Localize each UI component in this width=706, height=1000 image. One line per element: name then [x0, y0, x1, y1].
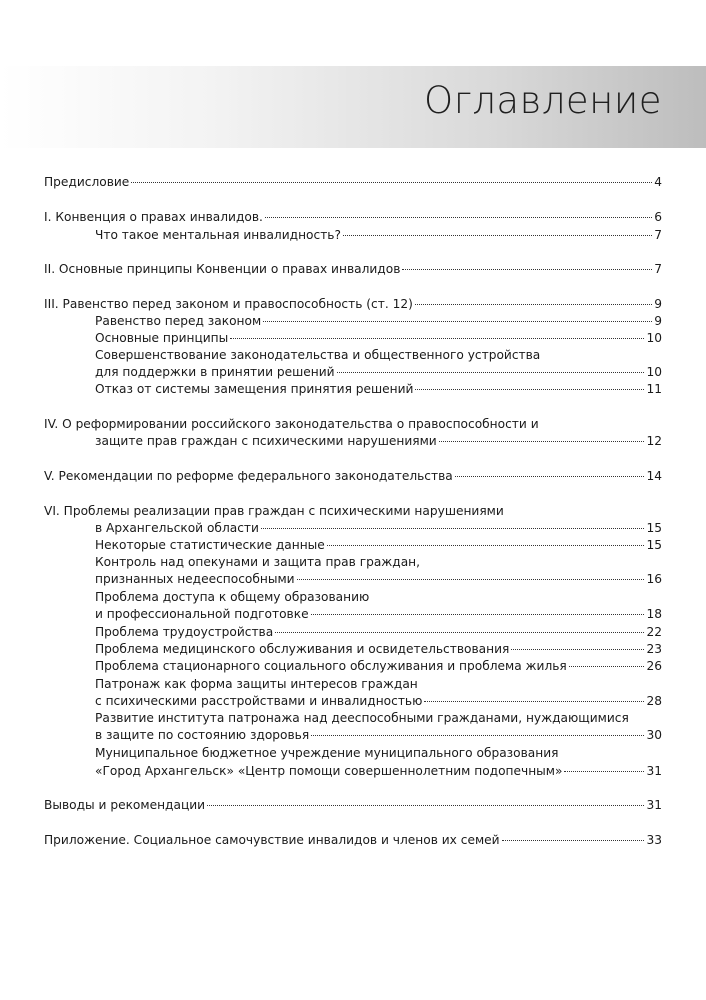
toc-entry-section-1[interactable] [44, 209, 662, 225]
dot-leader [343, 235, 652, 236]
toc-subentry[interactable] [95, 571, 662, 587]
toc-entry-page: 14 [646, 469, 662, 483]
toc-entry-title: V. Рекомендации по реформе федерального законодательства [44, 469, 453, 483]
toc-entry-page: 7 [654, 262, 662, 276]
toc-entry-page: 9 [654, 297, 662, 311]
dot-leader [415, 389, 644, 390]
toc-entry-page: 18 [646, 607, 662, 621]
dot-leader [261, 528, 645, 529]
toc-entry-title: в Архангельской области [95, 521, 259, 535]
toc-entry-title: Патронаж как форма защиты интересов граждан [95, 677, 418, 691]
toc-entry-section-3[interactable] [44, 296, 662, 312]
toc-entry-title: Проблема стационарного социального обслуживания и проблема жилья [95, 659, 567, 673]
toc-entry-section-5[interactable] [44, 468, 662, 484]
dot-leader [569, 666, 645, 667]
toc-subentry[interactable] [95, 381, 662, 397]
toc-entry-section-6-line1[interactable] [44, 503, 662, 519]
dot-leader [439, 441, 645, 442]
toc-subentry[interactable] [95, 693, 662, 709]
toc-entry-title: IV. О реформировании российского законодательства о правоспособности и [44, 417, 539, 431]
dot-leader [502, 840, 645, 841]
dot-leader [207, 805, 644, 806]
toc-entry-title: Что такое ментальная инвалидность? [95, 228, 341, 242]
toc-subentry-line1[interactable] [95, 554, 662, 570]
dot-leader [564, 771, 644, 772]
toc-entry-title: с психическими расстройствами и инвалидностью [95, 694, 423, 708]
toc-subentry-line1[interactable] [95, 745, 662, 761]
dot-leader [263, 321, 652, 322]
dot-leader [402, 269, 652, 270]
toc-entry-section-4[interactable] [95, 433, 662, 449]
dot-leader [131, 182, 652, 183]
toc-entry-title: Проблема трудоустройства [95, 625, 274, 639]
toc-entry-title: Выводы и рекомендации [44, 798, 206, 812]
toc-entry-title: Муниципальное бюджетное учреждение муниципального образования [95, 746, 559, 760]
toc-entry-title: Приложение. Социальное самочувствие инвалидов и членов их семей [44, 833, 500, 847]
dot-leader [311, 735, 644, 736]
dot-leader [265, 217, 652, 218]
toc-entry-page: 33 [646, 833, 662, 847]
toc-subentry-line1[interactable] [95, 347, 662, 363]
toc-entry-preface[interactable] [44, 174, 662, 190]
dot-leader [415, 304, 652, 305]
toc-entry-page: 7 [654, 228, 662, 242]
toc-subentry-line1[interactable] [95, 710, 662, 726]
toc-subentry-line1[interactable] [95, 676, 662, 692]
toc-entry-page: 26 [646, 659, 662, 673]
dot-leader [230, 338, 644, 339]
toc-entry-title: «Город Архангельск» «Центр помощи совершеннолетним подопечным» [95, 764, 563, 778]
toc-entry-page: 6 [654, 210, 662, 224]
page-title: Оглавление [423, 79, 662, 122]
toc-entry-page: 15 [646, 521, 662, 535]
toc-entry-title: Равенство перед законом [95, 314, 262, 328]
toc-entry-section-2[interactable] [44, 261, 662, 277]
toc-entry-conclusions[interactable] [44, 797, 662, 813]
toc-entry-page: 12 [646, 434, 662, 448]
dot-leader [297, 579, 645, 580]
toc-entry-title: в защите по состоянию здоровья [95, 728, 310, 742]
dot-leader [311, 614, 645, 615]
toc-subentry[interactable] [95, 641, 662, 657]
toc-entry-page: 28 [646, 694, 662, 708]
dot-leader [275, 632, 644, 633]
toc-subentry[interactable] [95, 727, 662, 743]
toc-entry-page: 9 [654, 314, 662, 328]
toc-entry-section-6[interactable] [95, 520, 662, 536]
toc-subentry[interactable] [95, 313, 662, 329]
toc-entry-title: VI. Проблемы реализации прав граждан с психическими нарушениями [44, 504, 504, 518]
toc-entry-title: Совершенствование законодательства и общественного устройства [95, 348, 541, 362]
toc-entry-title: защите прав граждан с психическими нарушениями [95, 434, 437, 448]
toc-entry-page: 10 [646, 331, 662, 345]
toc-entry-page: 31 [646, 764, 662, 778]
toc-entry-page: 23 [646, 642, 662, 656]
dot-leader [511, 649, 644, 650]
toc-subentry[interactable] [95, 537, 662, 553]
toc-subentry[interactable] [95, 330, 662, 346]
toc-entry-page: 10 [646, 365, 662, 379]
toc-subentry[interactable] [95, 763, 662, 779]
dot-leader [327, 545, 645, 546]
toc-entry-page: 31 [646, 798, 662, 812]
toc-subentry-line1[interactable] [95, 589, 662, 605]
toc-entry-section-4-line1[interactable] [44, 416, 662, 432]
toc-subentry[interactable] [95, 364, 662, 380]
toc-entry-page: 15 [646, 538, 662, 552]
dot-leader [337, 372, 645, 373]
toc-entry-page: 4 [654, 175, 662, 189]
toc-entry-title: III. Равенство перед законом и правоспособность (ст. 12) [44, 297, 413, 311]
toc-entry-title: Развитие института патронажа над дееспособными гражданами, нуждающимися [95, 711, 629, 725]
dot-leader [455, 476, 645, 477]
toc-entry-title: признанных недееспособными [95, 572, 295, 586]
toc-entry-appendix[interactable] [44, 832, 662, 848]
toc-entry-title: для поддержки в принятии решений [95, 365, 335, 379]
toc-entry-title: Некоторые статистические данные [95, 538, 325, 552]
toc-entry-page: 30 [646, 728, 662, 742]
toc-entry-title: Предисловие [44, 175, 130, 189]
toc-entry-title: Отказ от системы замещения принятия решений [95, 382, 414, 396]
toc-entry-title: I. Конвенция о правах инвалидов. [44, 210, 263, 224]
toc-entry-page: 22 [646, 625, 662, 639]
toc-entry-page: 16 [646, 572, 662, 586]
toc-entry-title: Проблема доступа к общему образованию [95, 590, 370, 604]
toc-entry-title: Основные принципы [95, 331, 229, 345]
toc-subentry[interactable] [95, 227, 662, 243]
toc-subentry[interactable] [95, 606, 662, 622]
toc-entry-title: II. Основные принципы Конвенции о правах инвалидов [44, 262, 401, 276]
toc-entry-title: Проблема медицинского обслуживания и освидетельствования [95, 642, 510, 656]
toc-entry-title: и профессиональной подготовке [95, 607, 309, 621]
toc-entry-page: 11 [646, 382, 662, 396]
toc-entry-title: Контроль над опекунами и защита прав граждан, [95, 555, 421, 569]
toc-subentry[interactable] [95, 658, 662, 674]
dot-leader [424, 701, 644, 702]
toc-subentry[interactable] [95, 624, 662, 640]
